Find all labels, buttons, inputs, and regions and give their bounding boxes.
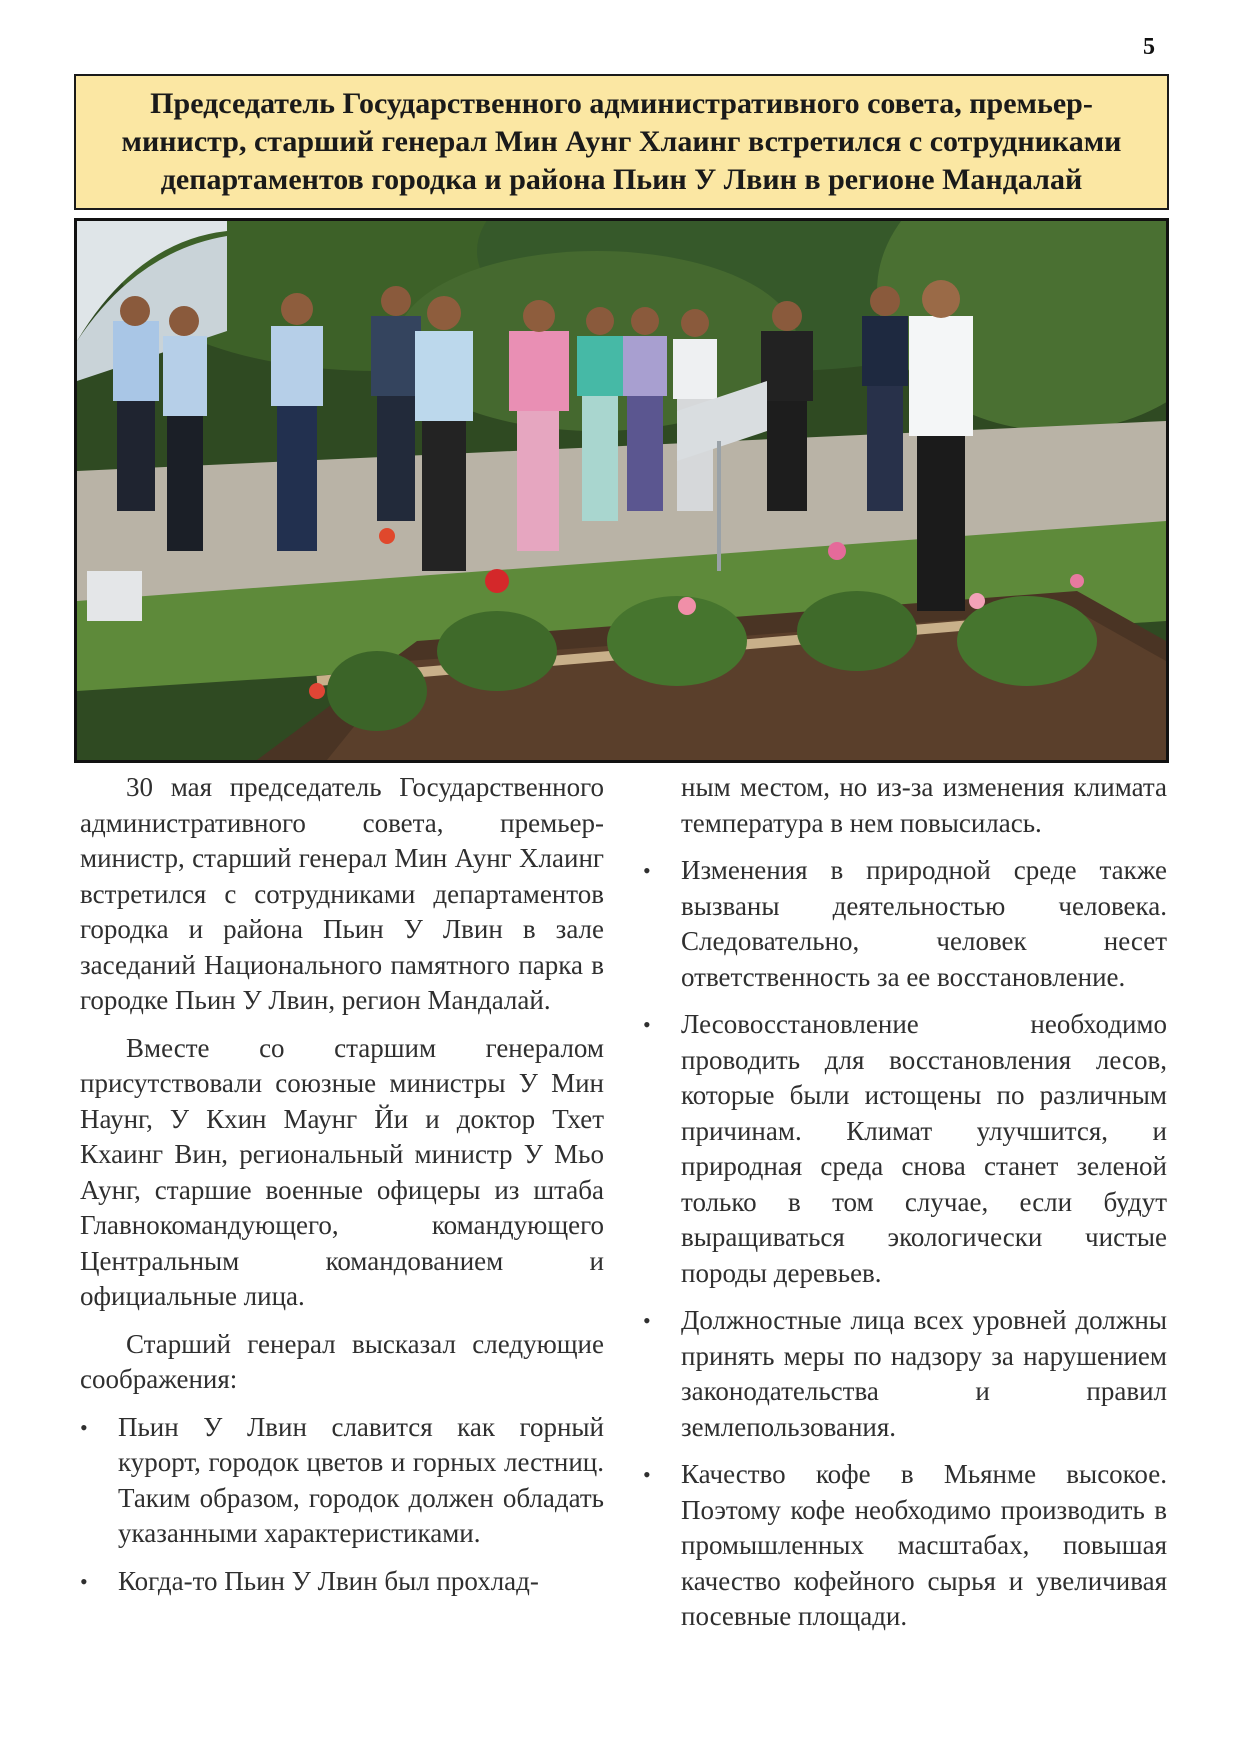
right-column (643, 770, 1167, 1647)
bullet-icon: • (80, 1414, 88, 1440)
bullet-icon: • (643, 1012, 651, 1037)
bullet-text: Должностные лица всех уровней должны принять меры по надзору за нарушением законодательства и правил землепользования. (681, 1305, 1167, 1442)
bullet-text: Лесовосстановление необходимо проводить для восстановления лесов, которые были истощены по различным причинам. Климат улучшится, и природная среда снова станет зеленой только в том случае, если будут выращиваться экологически чистые породы деревьев. (681, 1009, 1167, 1288)
paragraph: 30 мая председатель Государственного административного совета, премьер-министр, старший генерал Мин Аунг Хлаинг встретился с сотрудниками департаментов городка и района Пьин У Лвин в зале заседаний Национального памятного парка в городке Пьин У Лвин, регион Мандалай. (80, 772, 604, 1015)
headline-box (74, 74, 1169, 210)
bullet-icon: • (643, 1308, 651, 1333)
headline-line: департаментов городка и района Пьин У Лвин в регионе Мандалай (160, 163, 1083, 196)
bullet-icon: • (80, 1568, 88, 1594)
bullet-item (643, 853, 1167, 995)
bullet-text: Качество кофе в Мьянме высокое. Поэтому кофе необходимо производить в промышленных масштабах, повышая качество кофейного сырья и увеличивая посевные площади. (681, 1459, 1167, 1631)
bullet-text: Изменения в природной среде также вызваны деятельностью человека. Следовательно, человек несет ответственность за ее восстановление. (681, 855, 1167, 992)
paragraph: Вместе со старшим генералом присутствовали союзные министры У Мин Наунг, У Кхин Маунг Йи и доктор Тхет Кхаинг Вин, региональный министр У Мьо Аунг, старшие военные офицеры из штаба Главнокомандующего, командующего Центральным командованием и официальные лица. (80, 1032, 604, 1311)
bullet-item (80, 1564, 604, 1600)
left-column (80, 770, 604, 1611)
bullet-item (643, 1457, 1167, 1635)
news-photo (74, 218, 1169, 763)
page-number: 5 (1143, 34, 1155, 60)
bullet-text: Когда-то Пьин У Лвин был прохлад- (118, 1565, 539, 1596)
bullet-item (80, 1410, 604, 1552)
bullet-text: Пьин У Лвин славится как горный курорт, городок цветов и горных лестниц. Таким образом, городок должен обладать указанными характеристиками. (118, 1411, 604, 1548)
headline-line: Председатель Государственного административного совета, премьер- (150, 87, 1093, 120)
headline-line: министр, старший генерал Мин Аунг Хлаинг встретился с сотрудниками (121, 125, 1122, 158)
paragraph: Старший генерал высказал следующие соображения: (80, 1328, 604, 1394)
photo-scene (77, 221, 1166, 760)
continuation-text: ным местом, но из-за изменения климата температура в нем повысилась. (681, 772, 1167, 838)
bullet-icon: • (643, 1462, 651, 1487)
bullet-icon: • (643, 858, 651, 883)
bullet-item (643, 1007, 1167, 1291)
bullet-item (643, 1303, 1167, 1445)
